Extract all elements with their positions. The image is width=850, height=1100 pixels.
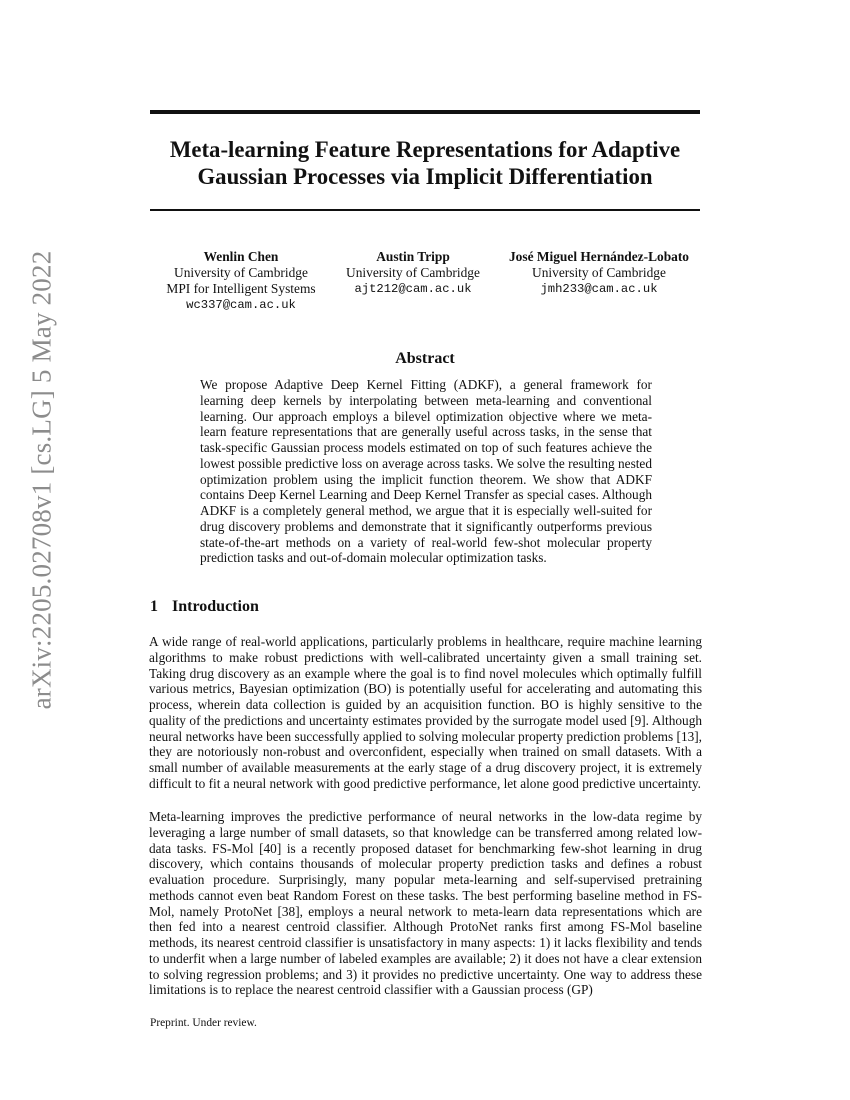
author-name: Austin Tripp <box>376 249 450 264</box>
abstract-text: We propose Adaptive Deep Kernel Fitting (ADKF), a general framework for learning deep kernels by interpolating between meta-learning and conventional learning. Our approach employs a bilevel optimization objective where we meta-learn feature representations that are generally useful across tasks, in the sense that task-specific Gaussian process models estimated on top of such features achieve the lowest possible predictive loss on average across tasks. We solve the resulting nested optimization problem using the implicit function theorem. We show that ADKF contains Deep Kernel Learning and Deep Kernel Transfer as special cases. Although ADKF is a completely general method, we argue that it is especially well-suited for drug discovery problems and demonstrate that it significantly outperforms previous state-of-the-art methods on a variety of real-world few-shot molecular property prediction tasks and out-of-domain molecular optimization tasks. <box>200 377 652 566</box>
section-number: 1 <box>150 598 158 615</box>
section-title: Introduction <box>172 598 259 615</box>
author-affiliation: MPI for Intelligent Systems <box>166 281 316 296</box>
author-2 <box>332 249 494 297</box>
author-affiliation: University of Cambridge <box>532 265 666 280</box>
section-heading <box>150 598 259 616</box>
author-1 <box>155 249 327 313</box>
paper-title: Meta-learning Feature Representations for Adaptive Gaussian Processes via Implicit Differentiation <box>169 137 681 189</box>
intro-paragraph-2: Meta-learning improves the predictive performance of neural networks in the low-data regime by leveraging a large number of small datasets, so that knowledge can be transferred among related low-data tasks. FS-Mol [40] is a recently proposed dataset for benchmarking few-shot learning in drug discovery, which contains thousands of molecular property prediction tasks and defines a robust evaluation procedure. Surprisingly, many popular meta-learning and self-supervised pretraining methods cannot even beat Random Forest on these tasks. The best performing baseline method in FS-Mol, namely ProtoNet [38], employs a neural network to meta-learn data representations which are then fed into a nearest centroid classifier. Although ProtoNet ranks first among FS-Mol baseline methods, its nearest centroid classifier is unsatisfactory in many aspects: 1) it lacks flexibility and tends to underfit when a large number of labeled examples are available; 2) it does not have a clear extension to solving regression problems; and 3) it provides no predictive uncertainty. One way to address these limitations is to replace the nearest centroid classifier with a Gaussian process (GP) <box>149 809 702 998</box>
author-affiliation: University of Cambridge <box>346 265 480 280</box>
author-email: wc337@cam.ac.uk <box>186 298 296 312</box>
author-affiliation: University of Cambridge <box>174 265 308 280</box>
author-email: ajt212@cam.ac.uk <box>354 282 472 296</box>
title-top-rule <box>150 110 700 114</box>
author-email: jmh233@cam.ac.uk <box>540 282 658 296</box>
arxiv-identifier: arXiv:2205.02708v1 [cs.LG] 5 May 2022 <box>26 250 57 710</box>
footer-note: Preprint. Under review. <box>150 1017 257 1029</box>
author-name: Wenlin Chen <box>203 249 279 264</box>
author-3 <box>494 249 704 297</box>
author-name: José Miguel Hernández-Lobato <box>508 249 689 264</box>
title-bottom-rule <box>150 209 700 211</box>
intro-paragraph-1: A wide range of real-world applications, particularly problems in healthcare, require machine learning algorithms to make robust predictions with well-calibrated uncertainty given a small training set. Taking drug discovery as an example where the goal is to find novel molecules which optimally fulfill various metrics, Bayesian optimization (BO) is potentially useful for accelerating and automating this process, wherein data collection is guided by an acquisition function. BO is highly sensitive to the quality of the predictions and uncertainty estimates provided by the surrogate model used [9]. Although neural networks have been successfully applied to solving molecular property prediction problems [13], they are notoriously non-robust and overconfident, especially when trained on small datasets. With a small number of available measurements at the early stage of a drug discovery project, it is extremely difficult to fit a neural network with good predictive performance, let alone good predictive uncertainty. <box>149 634 702 791</box>
abstract-heading: Abstract <box>395 350 455 367</box>
